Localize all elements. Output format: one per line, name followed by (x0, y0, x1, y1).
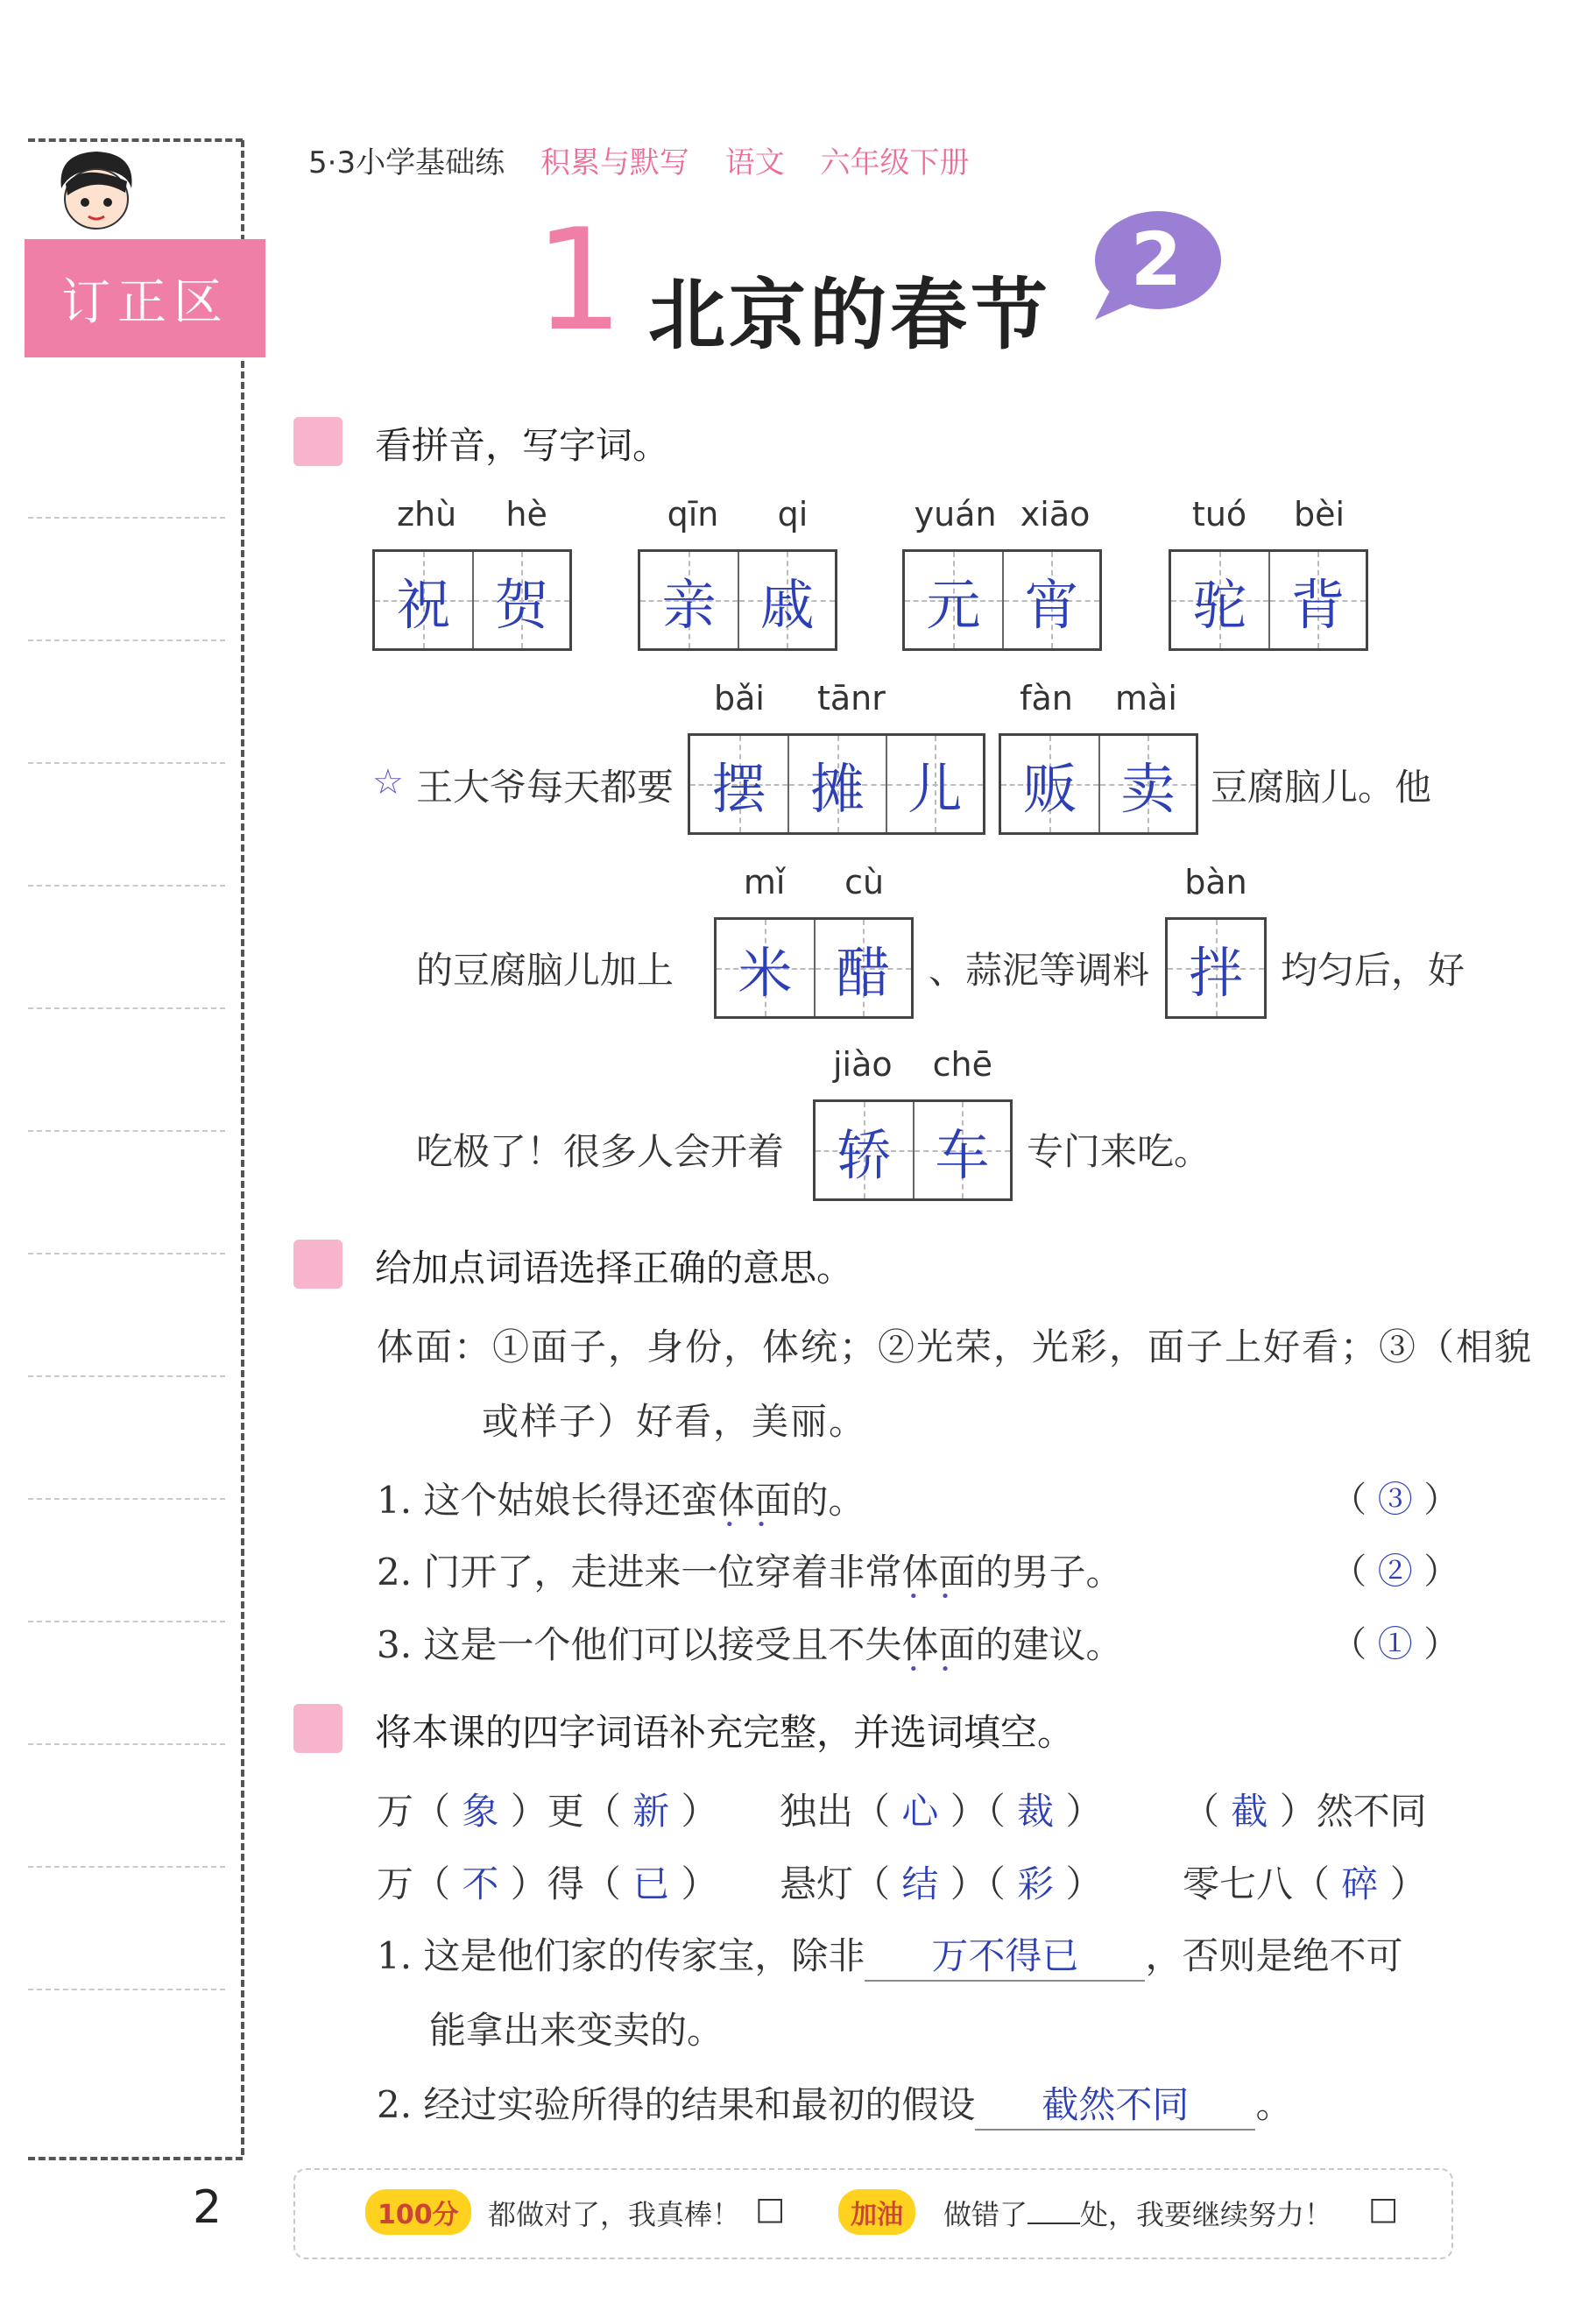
sentence-text: 王大爷每天都要 (416, 766, 674, 809)
question-text: 2. 门开了，走进来一位穿着非常 (377, 1551, 902, 1594)
tianzige-box[interactable]: 亲 戚 (638, 549, 837, 651)
fill-answer: 已 (632, 1862, 670, 1905)
pinyin-line (372, 495, 572, 534)
idiom-item: （ 截 ）然不同 (1183, 1790, 1427, 1833)
answer-paren[interactable]: （ ① ） (1331, 1624, 1459, 1664)
definition-text: 或样子）好看，美丽。 (482, 1400, 868, 1443)
pinyin: bèi (1294, 495, 1345, 534)
question-item (377, 1616, 1122, 1669)
pinyin-line (902, 495, 1102, 534)
series-tag: 积累与默写 (540, 145, 689, 180)
margin-rule (28, 885, 225, 887)
dotted-word: 体面 • • (901, 1623, 975, 1666)
tianzige-box[interactable]: 拌 (1165, 917, 1267, 1019)
page-number: 2 (193, 2181, 222, 2234)
margin-dashed-border (241, 140, 244, 2155)
margin-rule (28, 1007, 225, 1009)
pinyin-line (1165, 863, 1267, 901)
count-blank[interactable] (1028, 2223, 1080, 2224)
keep-going-badge: 加油 (838, 2189, 915, 2235)
pinyin-line (714, 863, 914, 901)
margin-rule (28, 640, 225, 641)
idiom-item: 万（ 象 ）更（ 新 ） (377, 1790, 718, 1833)
pinyin: mài (1115, 679, 1177, 717)
section-1-title: 看拼音，写字词。 (375, 424, 670, 467)
margin-bottom-border (28, 2157, 243, 2160)
question-text: 的建议。 (975, 1623, 1123, 1666)
footer-text: 都做对了，我真棒！ (488, 2198, 741, 2231)
tianzige-box[interactable]: 驼 背 (1169, 549, 1368, 651)
pinyin: hè (505, 495, 547, 534)
tianzige-box[interactable]: 祝 贺 (372, 549, 572, 651)
pinyin: tānr (816, 679, 886, 717)
fill-blank[interactable]: 万不得已 (865, 1927, 1145, 1982)
answer-paren[interactable]: （ ② ） (1331, 1551, 1459, 1592)
dotted-word: 体面 • • (717, 1479, 791, 1522)
star-icon: ☆ (372, 762, 404, 802)
idiom-item: 万（ 不 ）得（ 已 ） (377, 1862, 718, 1905)
section-1-icon (293, 417, 343, 466)
pinyin-line (638, 495, 837, 534)
word-item (902, 495, 1102, 651)
question-text: 3. 这是一个他们可以接受且不失 (377, 1623, 902, 1666)
margin-rule (28, 1498, 225, 1500)
pinyin: bàn (1184, 863, 1247, 901)
footer-text: 做错了 处，我要继续努力！ (943, 2198, 1333, 2231)
tianzige-box[interactable]: 元 宵 (902, 549, 1102, 651)
pinyin: zhù (397, 495, 457, 534)
pinyin-line (813, 1045, 1013, 1084)
full-score-badge: 100分 (365, 2189, 471, 2235)
pinyin-line (999, 679, 1198, 717)
lesson-title: 北京的春节 (648, 270, 1052, 360)
word-item (1169, 495, 1368, 651)
idiom-item: 独出（ 心 ）（ 裁 ） (780, 1790, 1103, 1833)
pinyin: qīn (667, 495, 719, 534)
margin-rule (28, 1253, 225, 1254)
pinyin: qi (777, 495, 809, 534)
subject-tag: 语文 (724, 145, 785, 180)
sentence-text: 、蒜泥等调料 (929, 949, 1150, 992)
margin-rule (28, 1989, 225, 1990)
mascot-icon (48, 145, 145, 250)
checkbox-icon[interactable]: □ (755, 2191, 786, 2227)
fill-answer: 碎 (1341, 1862, 1379, 1905)
pinyin: chē (932, 1045, 992, 1084)
question-text: 能拿出来变卖的。 (429, 2009, 724, 2052)
sentence-text: 豆腐脑儿。他 (1211, 766, 1432, 809)
dotted-word: 体面 • • (901, 1551, 975, 1594)
fill-answer: 截 (1231, 1790, 1268, 1833)
series-name: 5·3小学基础练 (308, 145, 505, 180)
correction-zone-tab (25, 239, 265, 357)
answer-paren[interactable]: （ ③ ） (1331, 1480, 1459, 1520)
fill-answer: 象 (462, 1790, 499, 1833)
definition-text: 体面：①面子，身份，体统；②光荣，光彩，面子上好看；③（相貌 (377, 1325, 1534, 1368)
section-2-title: 给加点词语选择正确的意思。 (375, 1247, 854, 1290)
fill-answer: 新 (632, 1790, 670, 1833)
margin-rule (28, 1866, 225, 1868)
answer-value: ③ (1377, 1480, 1413, 1520)
idiom-item: 零七八（ 碎 ） (1183, 1862, 1427, 1905)
section-2-icon (293, 1240, 343, 1289)
question-item: 2. 经过实验所得的结果和最初的假设 截然不同 。 (377, 2076, 1292, 2131)
sentence-text: 的豆腐脑儿加上 (416, 949, 674, 992)
fill-blank[interactable]: 截然不同 (975, 2076, 1255, 2131)
word-item (638, 495, 837, 651)
pinyin: jiào (832, 1045, 893, 1084)
pinyin: tuó (1191, 495, 1247, 534)
page-badge (1086, 206, 1226, 329)
margin-rule (28, 1621, 225, 1622)
question-item (377, 1544, 1122, 1596)
pinyin: yuán (914, 495, 997, 534)
word-item (813, 1045, 1013, 1201)
page-badge-number: 2 (1130, 216, 1183, 302)
sentence-text: 吃极了！很多人会开着 (416, 1130, 785, 1173)
question-item: 1. 这是他们家的传家宝，除非 万不得已 ，否则是绝不可 (377, 1927, 1402, 1982)
series-header (308, 138, 970, 181)
tianzige-box[interactable]: 轿 车 (813, 1099, 1013, 1201)
tianzige-box[interactable]: 贩 卖 (999, 733, 1198, 835)
pinyin: bǎi (714, 679, 765, 717)
self-check-footer (293, 2168, 1453, 2259)
margin-top-border (28, 138, 243, 142)
tianzige-box[interactable]: 米 醋 (714, 917, 914, 1019)
margin-rule (28, 517, 225, 519)
grade-tag: 六年级下册 (820, 145, 970, 180)
word-item (372, 495, 572, 651)
margin-rule (28, 1743, 225, 1745)
question-item (377, 1472, 865, 1524)
fill-answer: 不 (462, 1862, 499, 1905)
pinyin: mǐ (743, 863, 786, 901)
question-text: 1. 这个姑娘长得还蛮 (377, 1479, 718, 1522)
word-item (999, 679, 1198, 835)
word-item (688, 679, 985, 835)
margin-rule (28, 1375, 225, 1377)
fill-answer: 结 (901, 1862, 939, 1905)
answer-value: ① (1377, 1624, 1413, 1664)
margin-rule (28, 762, 225, 764)
section-3-icon (293, 1704, 343, 1753)
sentence-text: 均匀后，好 (1281, 949, 1465, 992)
checkbox-icon[interactable]: □ (1368, 2191, 1399, 2227)
sentence-text: 专门来吃。 (1027, 1130, 1211, 1173)
fill-answer: 裁 (1017, 1790, 1055, 1833)
question-text: 的。 (791, 1479, 865, 1522)
fill-answer: 彩 (1017, 1862, 1055, 1905)
word-item (714, 863, 914, 1019)
pinyin: fàn (1020, 679, 1073, 717)
pinyin: cù (844, 863, 885, 901)
word-item (1165, 863, 1267, 1019)
pinyin-line (1169, 495, 1368, 534)
pinyin-line (688, 679, 985, 717)
tianzige-box[interactable]: 摆 摊 儿 (688, 733, 985, 835)
answer-value: ② (1377, 1551, 1413, 1592)
margin-rule (28, 1130, 225, 1132)
pinyin: xiāo (1020, 495, 1091, 534)
idiom-item: 悬灯（ 结 ）（ 彩 ） (780, 1862, 1103, 1905)
section-3-title: 将本课的四字词语补充完整，并选词填空。 (375, 1711, 1075, 1754)
lesson-number: 1 (534, 198, 624, 362)
question-text: 的男子。 (975, 1551, 1123, 1594)
correction-zone-label: 订正区 (61, 273, 230, 331)
fill-answer: 心 (901, 1790, 939, 1833)
